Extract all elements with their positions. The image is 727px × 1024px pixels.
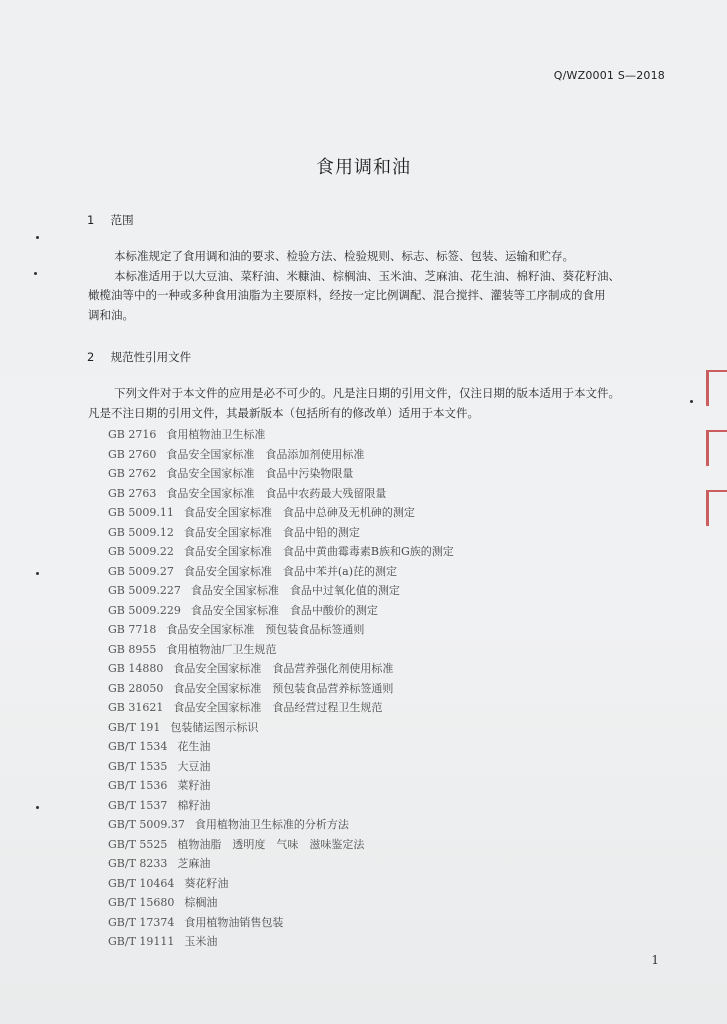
scan-speck bbox=[36, 806, 39, 809]
reference-code: GB 2716 bbox=[108, 428, 157, 441]
reference-item bbox=[108, 854, 454, 874]
reference-title: 食品安全国家标准 预包装食品营养标签通则 bbox=[173, 681, 394, 695]
text-line: 下列文件对于本文件的应用是必不可少的。凡是注日期的引用文件，仅注日期的版本适用于本文件。 bbox=[114, 386, 620, 400]
section-heading-references bbox=[87, 349, 191, 365]
reference-code: GB/T 1536 bbox=[108, 779, 168, 792]
reference-title: 食品安全国家标准 食品中过氧化值的测定 bbox=[190, 584, 400, 597]
page-number: 1 bbox=[651, 953, 659, 967]
reference-item bbox=[108, 893, 454, 913]
reference-title: 食品安全国家标准 食品中黄曲霉毒素B族和G族的测定 bbox=[183, 545, 454, 558]
reference-code: GB 7718 bbox=[108, 623, 157, 636]
reference-code: GB/T 17374 bbox=[108, 915, 175, 929]
references-paragraph bbox=[88, 384, 673, 423]
reference-code: GB 2760 bbox=[108, 447, 157, 461]
reference-title: 食品安全国家标准 食品中污染物限量 bbox=[166, 467, 354, 480]
reference-title: 食用植物油厂卫生规范 bbox=[166, 642, 277, 656]
text-line: 橄榄油等中的一种或多种食用油脂为主要原料，经按一定比例调配、混合搅拌、灌装等工序制成的食用 bbox=[88, 288, 606, 302]
reference-code: GB 31621 bbox=[108, 701, 164, 714]
reference-item bbox=[108, 737, 454, 757]
text-line: 本标准规定了食用调和油的要求、检验方法、检验规则、标志、标签、包装、运输和贮存。 bbox=[114, 249, 574, 263]
reference-code: GB 5009.227 bbox=[108, 584, 181, 597]
reference-code: GB 5009.27 bbox=[108, 564, 174, 578]
reference-code: GB 5009.12 bbox=[108, 525, 174, 539]
reference-title: 食用植物油销售包装 bbox=[184, 915, 284, 929]
reference-item bbox=[108, 698, 454, 718]
reference-title: 食用植物油卫生标准的分析方法 bbox=[194, 818, 349, 831]
reference-code: GB 5009.22 bbox=[108, 545, 174, 558]
scan-speck bbox=[36, 572, 39, 575]
reference-item bbox=[108, 776, 454, 796]
reference-code: GB/T 1537 bbox=[108, 798, 168, 812]
reference-title: 棕榈油 bbox=[184, 896, 218, 909]
reference-code: GB/T 191 bbox=[108, 720, 161, 734]
reference-list bbox=[108, 425, 454, 952]
red-seal-stamp-edge bbox=[705, 360, 727, 560]
section-title: 范围 bbox=[110, 213, 134, 227]
reference-code: GB/T 19111 bbox=[108, 935, 175, 948]
reference-title: 食用植物油卫生标准 bbox=[166, 428, 266, 441]
reference-title: 包装储运图示标识 bbox=[170, 720, 259, 734]
document-title: 食用调和油 bbox=[316, 157, 411, 178]
reference-item bbox=[108, 815, 454, 835]
reference-title: 食品安全国家标准 食品中铅的测定 bbox=[183, 525, 360, 539]
reference-item bbox=[108, 620, 454, 640]
reference-item bbox=[108, 718, 454, 738]
reference-title: 花生油 bbox=[177, 740, 211, 753]
reference-code: GB/T 5525 bbox=[108, 837, 168, 851]
reference-code: GB 2763 bbox=[108, 486, 157, 500]
reference-code: GB/T 5009.37 bbox=[108, 818, 185, 831]
reference-code: GB 14880 bbox=[108, 662, 164, 675]
reference-title: 食品安全国家标准 食品中苯并(a)芘的测定 bbox=[183, 564, 397, 578]
section-number: 1 bbox=[87, 213, 95, 227]
reference-title: 大豆油 bbox=[177, 759, 211, 773]
section-number: 2 bbox=[87, 350, 95, 364]
reference-title: 菜籽油 bbox=[177, 779, 211, 792]
reference-title: 植物油脂 透明度 气味 滋味鉴定法 bbox=[177, 837, 365, 851]
reference-title: 葵花籽油 bbox=[184, 876, 229, 890]
reference-code: GB/T 1534 bbox=[108, 740, 168, 753]
reference-title: 食品安全国家标准 食品经营过程卫生规范 bbox=[173, 701, 383, 714]
reference-item bbox=[108, 542, 454, 562]
scope-paragraph bbox=[88, 247, 673, 325]
reference-code: GB/T 8233 bbox=[108, 857, 168, 870]
reference-item bbox=[108, 932, 454, 952]
reference-item bbox=[108, 874, 454, 894]
reference-item bbox=[108, 464, 454, 484]
reference-item bbox=[108, 503, 454, 523]
reference-code: GB/T 10464 bbox=[108, 876, 175, 890]
reference-item bbox=[108, 679, 454, 699]
reference-code: GB 5009.11 bbox=[108, 506, 174, 519]
reference-item bbox=[108, 484, 454, 504]
section-title: 规范性引用文件 bbox=[110, 350, 192, 364]
reference-code: GB/T 1535 bbox=[108, 759, 168, 773]
text-line: 调和油。 bbox=[88, 307, 134, 322]
reference-title: 食品安全国家标准 食品中酸价的测定 bbox=[190, 603, 378, 617]
reference-item bbox=[108, 757, 454, 777]
reference-title: 玉米油 bbox=[184, 935, 218, 948]
scan-speck bbox=[34, 272, 37, 275]
scan-speck bbox=[690, 400, 693, 403]
reference-title: 棉籽油 bbox=[177, 798, 211, 812]
reference-title: 食品安全国家标准 食品中总砷及无机砷的测定 bbox=[183, 506, 415, 519]
standard-code: Q/WZ0001 S—2018 bbox=[553, 69, 665, 82]
reference-code: GB 8955 bbox=[108, 642, 157, 656]
reference-item bbox=[108, 523, 454, 543]
reference-item bbox=[108, 562, 454, 582]
reference-item bbox=[108, 581, 454, 601]
reference-title: 食品安全国家标准 食品中农药最大残留限量 bbox=[166, 486, 387, 500]
text-line: 凡是不注日期的引用文件，其最新版本（包括所有的修改单）适用于本文件。 bbox=[88, 405, 479, 420]
reference-item bbox=[108, 659, 454, 679]
reference-item bbox=[108, 425, 454, 445]
reference-title: 食品安全国家标准 预包装食品标签通则 bbox=[166, 623, 365, 636]
reference-title: 食品安全国家标准 食品添加剂使用标准 bbox=[166, 447, 365, 461]
reference-code: GB/T 15680 bbox=[108, 896, 175, 909]
reference-item bbox=[108, 640, 454, 660]
reference-title: 食品安全国家标准 食品营养强化剂使用标准 bbox=[173, 662, 394, 675]
reference-title: 芝麻油 bbox=[177, 857, 211, 870]
reference-item bbox=[108, 601, 454, 621]
section-heading-scope bbox=[87, 212, 134, 228]
reference-item bbox=[108, 796, 454, 816]
reference-item bbox=[108, 913, 454, 933]
reference-item bbox=[108, 445, 454, 465]
reference-code: GB 28050 bbox=[108, 681, 164, 695]
reference-item bbox=[108, 835, 454, 855]
text-line: 本标准适用于以大豆油、菜籽油、米糠油、棕榈油、玉米油、芝麻油、花生油、棉籽油、葵花籽油、 bbox=[114, 268, 620, 283]
reference-code: GB 5009.229 bbox=[108, 603, 181, 617]
scan-speck bbox=[36, 236, 39, 239]
reference-code: GB 2762 bbox=[108, 467, 157, 480]
